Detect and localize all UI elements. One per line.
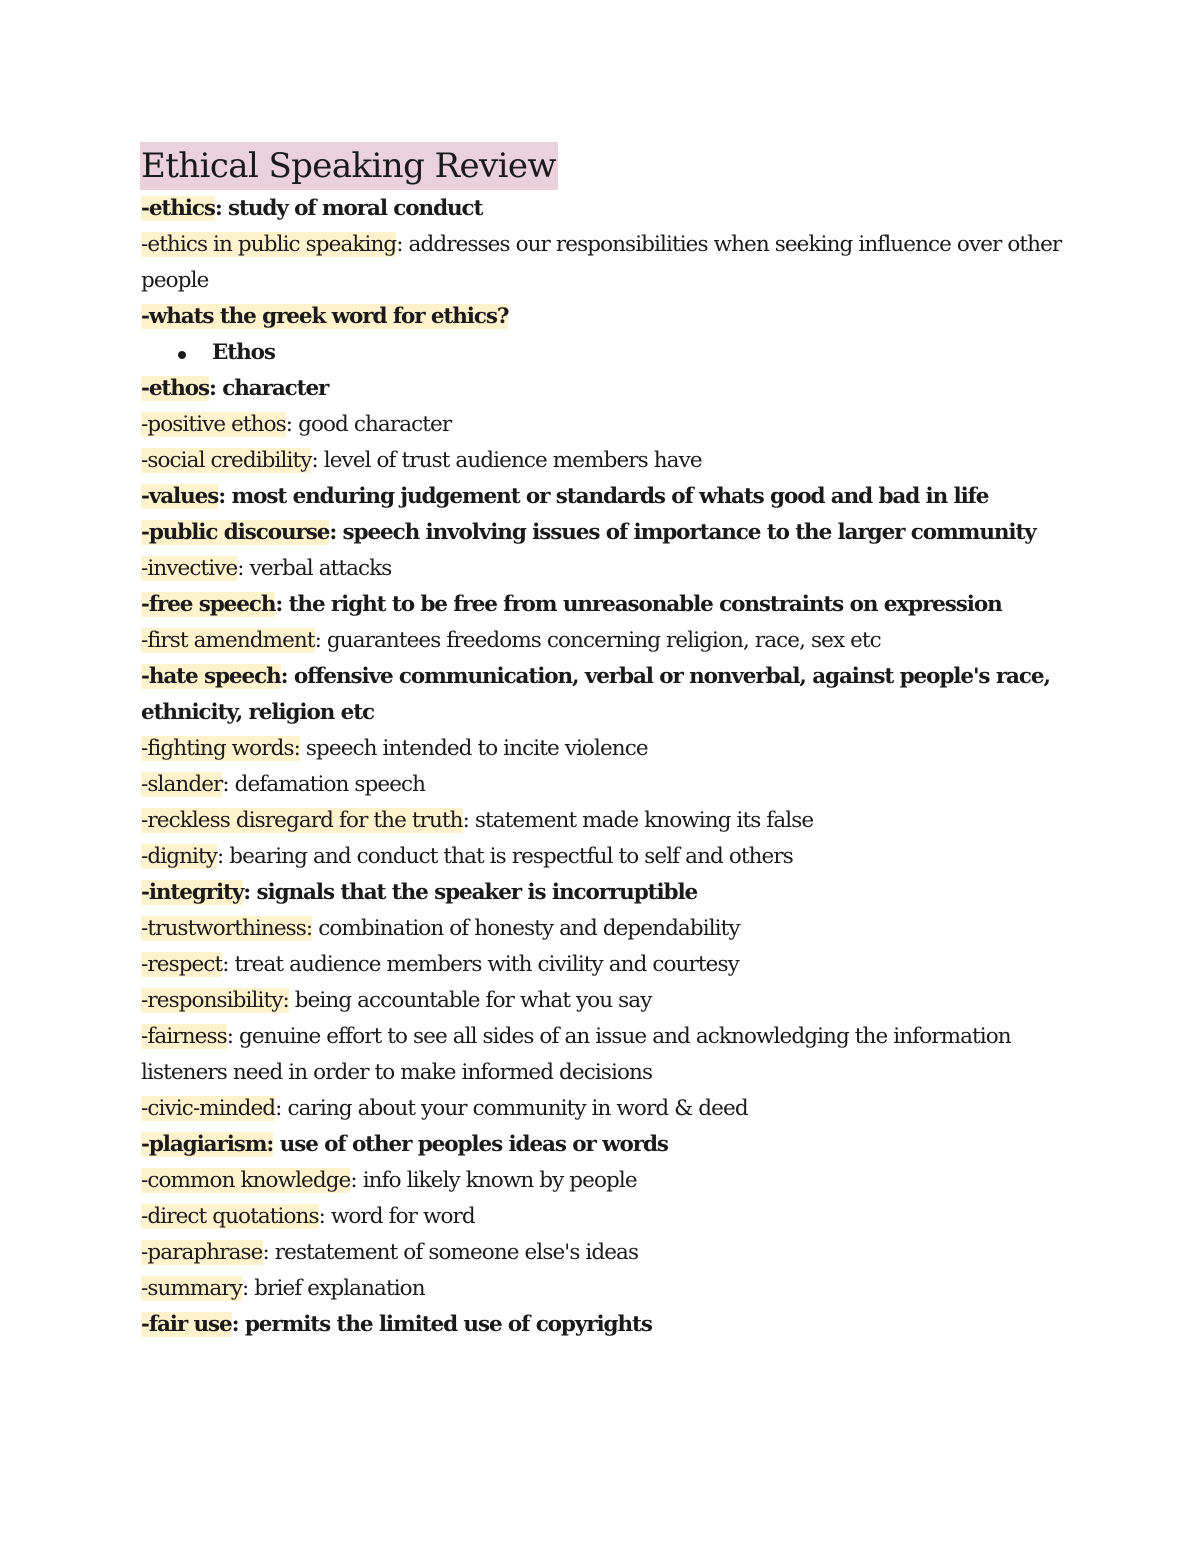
term-entry — [141, 983, 1071, 1019]
term-definition: : offensive communication, verbal or nonverbal, against people's race, ethnicity, religion etc — [141, 664, 1050, 725]
term-entry — [141, 659, 1071, 731]
term-entry — [141, 947, 1071, 983]
term-entry — [141, 1199, 1071, 1235]
term-label: -hate speech — [141, 664, 281, 689]
term-definition: : defamation speech — [222, 772, 426, 797]
term-definition: speech intended to incite violence — [299, 736, 648, 761]
bullet-item — [141, 335, 1071, 371]
page-title: Ethical Speaking Review — [140, 142, 558, 190]
term-label: -summary — [141, 1276, 242, 1301]
term-label: -trustworthiness: — [141, 916, 313, 941]
term-entry — [141, 443, 1071, 479]
term-definition: use of other peoples ideas or words — [273, 1132, 668, 1157]
term-entry — [141, 299, 1071, 335]
term-definition: : treat audience members with civility and courtesy — [222, 952, 739, 977]
term-entry — [141, 1235, 1071, 1271]
term-entry — [141, 875, 1071, 911]
term-definition: : info likely known by people — [350, 1168, 637, 1193]
term-entry — [141, 1271, 1071, 1307]
term-entry — [141, 1307, 1071, 1343]
term-label: -plagiarism: — [141, 1132, 274, 1157]
term-entry — [141, 1127, 1071, 1163]
term-label: -ethics — [141, 196, 215, 221]
term-entry — [141, 551, 1071, 587]
bullet-text: Ethos — [212, 340, 275, 365]
term-label: -respect — [141, 952, 223, 977]
term-label: -public discourse — [141, 520, 330, 545]
term-list — [141, 191, 1071, 1343]
term-label: -ethics in public speaking — [141, 232, 397, 257]
term-definition: being accountable for what you say — [288, 988, 652, 1013]
term-label: -responsibility: — [141, 988, 289, 1013]
term-entry — [141, 407, 1071, 443]
term-label: -social credibility — [141, 448, 312, 473]
term-entry — [141, 515, 1071, 551]
term-label: -direct quotations — [141, 1204, 319, 1229]
term-label: -free speech — [141, 592, 276, 617]
term-definition: : caring about your community in word & deed — [275, 1096, 748, 1121]
term-entry — [141, 227, 1071, 299]
term-label: -common knowledge — [141, 1168, 351, 1193]
term-entry — [141, 767, 1071, 803]
term-label: -civic-minded — [141, 1096, 276, 1121]
term-definition: : study of moral conduct — [214, 196, 483, 221]
term-definition: : verbal attacks — [237, 556, 392, 581]
term-label: -whats the greek word for ethics? — [141, 304, 509, 329]
term-entry — [141, 479, 1071, 515]
term-label: -reckless disregard for the truth — [141, 808, 463, 833]
term-definition: : character — [209, 376, 329, 401]
term-definition: : word for word — [318, 1204, 475, 1229]
term-definition: combination of honesty and dependability — [312, 916, 740, 941]
term-label: -first amendment — [141, 628, 315, 653]
term-definition: : addresses our responsibilities when seeking influence over other people — [141, 232, 1062, 293]
term-entry — [141, 839, 1071, 875]
term-entry — [141, 1019, 1071, 1091]
term-label: -values — [141, 484, 219, 509]
term-label: -paraphrase — [141, 1240, 263, 1265]
term-definition: : most enduring judgement or standards of whats good and bad in life — [218, 484, 989, 509]
document-body — [141, 142, 1071, 1343]
term-definition: : statement made knowing its false — [462, 808, 814, 833]
term-label: -fair use — [141, 1312, 232, 1337]
term-entry — [141, 1163, 1071, 1199]
term-definition: : bearing and conduct that is respectful to self and others — [216, 844, 793, 869]
term-entry — [141, 1091, 1071, 1127]
term-entry — [141, 623, 1071, 659]
term-label: -slander — [141, 772, 223, 797]
term-entry — [141, 191, 1071, 227]
term-label: -ethos — [141, 376, 210, 401]
term-definition: : permits the limited use of copyrights — [231, 1312, 652, 1337]
term-definition: : good character — [285, 412, 452, 437]
term-label: -fighting words: — [141, 736, 300, 761]
term-definition: : genuine effort to see all sides of an issue and acknowledging the information listeners need in order to make informed decisions — [141, 1024, 1011, 1085]
term-definition: : the right to be free from unreasonable constraints on expression — [275, 592, 1002, 617]
term-entry — [141, 803, 1071, 839]
term-label: -positive ethos — [141, 412, 286, 437]
term-label: -invective — [141, 556, 238, 581]
term-definition: : speech involving issues of importance to the larger community — [329, 520, 1036, 545]
term-label: -integrity — [141, 880, 244, 905]
term-definition: : level of trust audience members have — [311, 448, 702, 473]
bullet-dot-icon — [178, 351, 186, 359]
term-definition: : guarantees freedoms concerning religion, race, sex etc — [314, 628, 881, 653]
term-entry — [141, 371, 1071, 407]
term-label: -fairness — [141, 1024, 227, 1049]
term-entry — [141, 731, 1071, 767]
term-definition: : restatement of someone else's ideas — [262, 1240, 639, 1265]
term-definition: : brief explanation — [241, 1276, 425, 1301]
term-definition: : signals that the speaker is incorruptible — [243, 880, 698, 905]
term-label: -dignity — [141, 844, 217, 869]
term-entry — [141, 911, 1071, 947]
term-entry — [141, 587, 1071, 623]
